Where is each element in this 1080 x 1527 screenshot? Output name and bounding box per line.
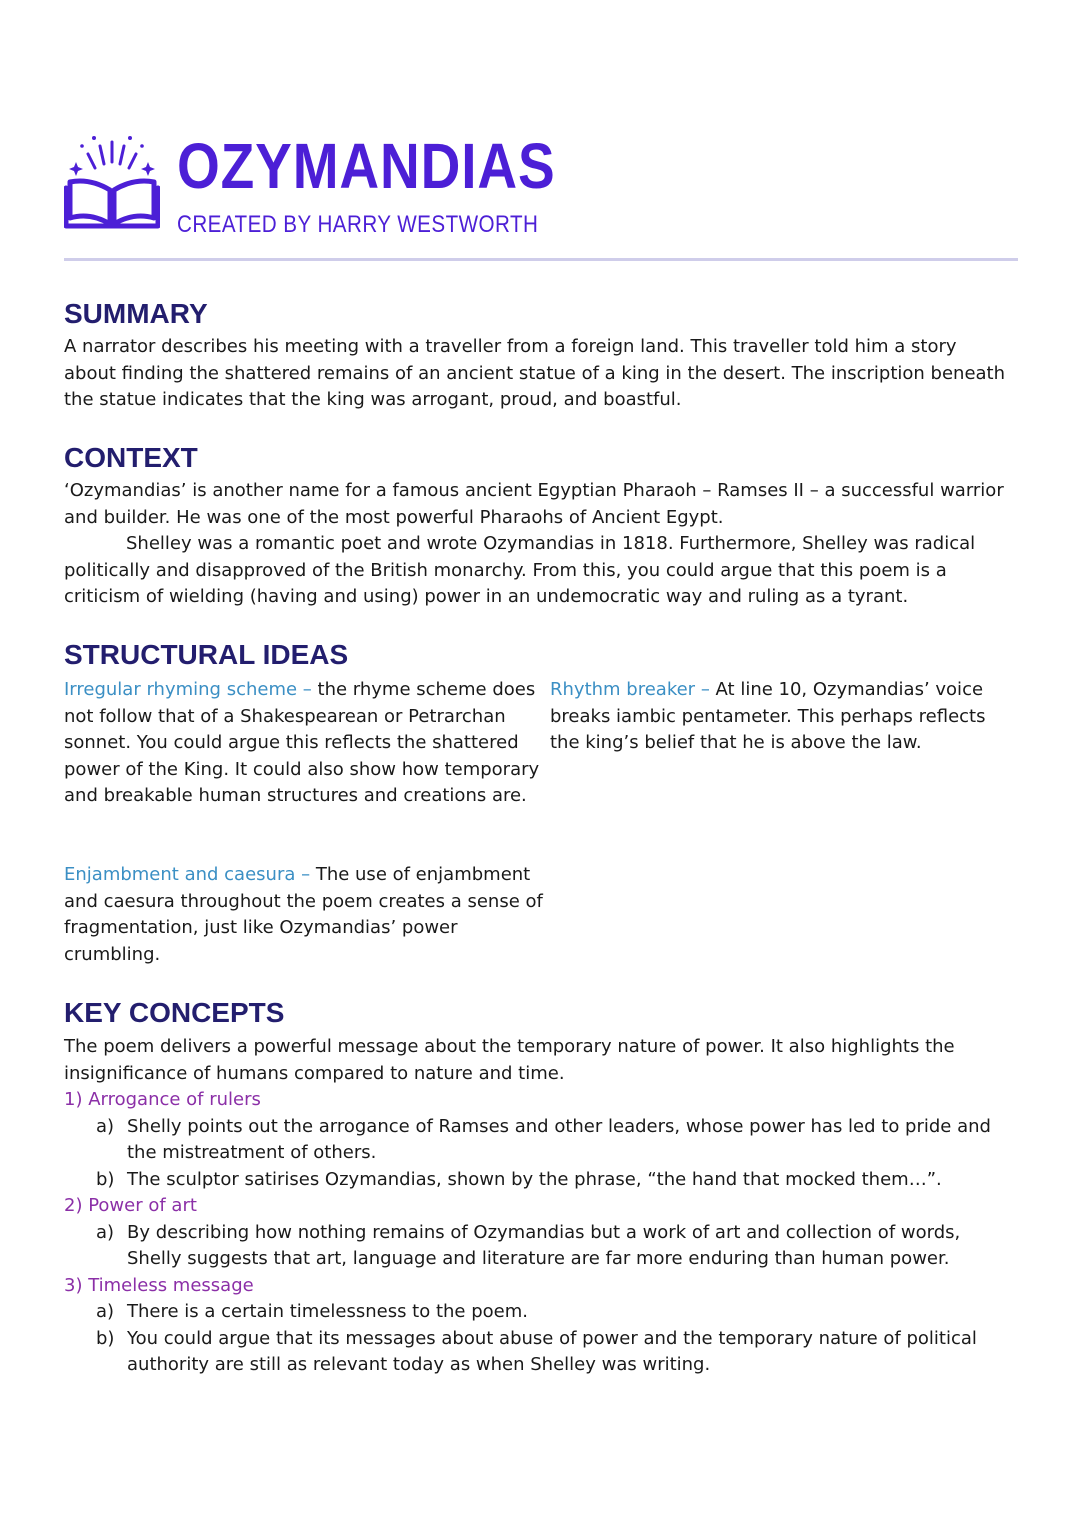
structural-text: At line 10, Ozymandias’ voice breaks iambic pentameter. This perhaps reflects the king’s belief that he is above the law.	[550, 679, 986, 753]
structural-term: Rhythm breaker	[550, 679, 696, 700]
structural-term: Irregular rhyming scheme	[64, 679, 298, 700]
structural-item-rhyme: Irregular rhyming scheme – the rhyme scheme does not follow that of a Shakespearean or Petrarchan sonnet. You could argue this reflects the shattered power of the King. It could also show how temporary and breakable human structures and creations are.	[64, 679, 540, 806]
summary-heading: SUMMARY	[64, 298, 208, 329]
list-item: a) There is a certain timelessness to the poem.	[96, 1301, 529, 1322]
structural-text: The use of enjambment and caesura throughout the poem creates a sense of fragmentation, just like Ozymandias’ power crumbling.	[64, 864, 543, 965]
concept-heading: 1) Arrogance of rulers	[64, 1089, 261, 1110]
key-concepts-heading: KEY CONCEPTS	[64, 997, 285, 1028]
list-item: b) The sculptor satirises Ozymandias, shown by the phrase, “the hand that mocked them…”.	[96, 1168, 942, 1190]
context-heading: CONTEXT	[64, 442, 198, 473]
structural-heading: STRUCTURAL IDEAS	[64, 639, 349, 670]
context-paragraph-2	[64, 531, 1014, 611]
open-book-sparkles-icon	[64, 132, 160, 232]
key-concepts-intro: The poem delivers a powerful message about the temporary nature of power. It also highlights the insignificance of humans compared to nature and time.	[64, 1036, 955, 1084]
list-item: a) By describing how nothing remains of Ozymandias but a work of art and collection of words, Shelly suggests that art, language and literature are far more enduring than human power.	[96, 1221, 961, 1269]
structural-item-enjambment: Enjambment and caesura – The use of enjambment and caesura throughout the poem creates a sense of fragmentation, just like Ozymandias’ power crumbling.	[64, 864, 543, 965]
author-byline: CREATED BY HARRY WESTWORTH	[177, 211, 539, 238]
structural-term: Enjambment and caesura	[64, 864, 296, 885]
structural-item-rhythm: Rhythm breaker – At line 10, Ozymandias’ voice breaks iambic pentameter. This perhaps reflects the king’s belief that he is above the law.	[550, 679, 986, 753]
list-item: b) You could argue that its messages about abuse of power and the temporary nature of political authority are still as relevant today as when Shelley was writing.	[96, 1327, 977, 1375]
summary-text: A narrator describes his meeting with a traveller from a foreign land. This traveller told him a story about finding the shattered remains of an ancient statue of a king in the desert. The inscription beneath the statue indicates that the king was arrogant, proud, and boastful.	[64, 336, 1006, 410]
header-divider	[64, 258, 1018, 261]
structural-text: the rhyme scheme does not follow that of a Shakespearean or Petrarchan sonnet. You could argue this reflects the shattered power of the King. It could also show how temporary and breakable human structures and creations are.	[64, 679, 540, 806]
list-item: a) Shelly points out the arrogance of Ramses and other leaders, whose power has led to pride and the mistreatment of others.	[96, 1115, 991, 1163]
concept-heading: 3) Timeless message	[64, 1274, 254, 1296]
key-concepts-list	[64, 1087, 1014, 1379]
concept-heading: 2) Power of art	[64, 1195, 197, 1216]
page-title: OZYMANDIAS	[177, 130, 556, 202]
context-paragraph-2-text: Shelley was a romantic poet and wrote Ozymandias in 1818. Furthermore, Shelley was radical politically and disapproved of the British monarchy. From this, you could argue that this poem is a criticism of wielding (having and using) power in an undemocratic way and ruling as a tyrant.	[64, 533, 976, 607]
header	[64, 126, 1024, 246]
context-paragraph-1: ‘Ozymandias’ is another name for a famous ancient Egyptian Pharaoh – Ramses II – a successful warrior and builder. He was one of the most powerful Pharaohs of Ancient Egypt.	[64, 480, 1004, 528]
